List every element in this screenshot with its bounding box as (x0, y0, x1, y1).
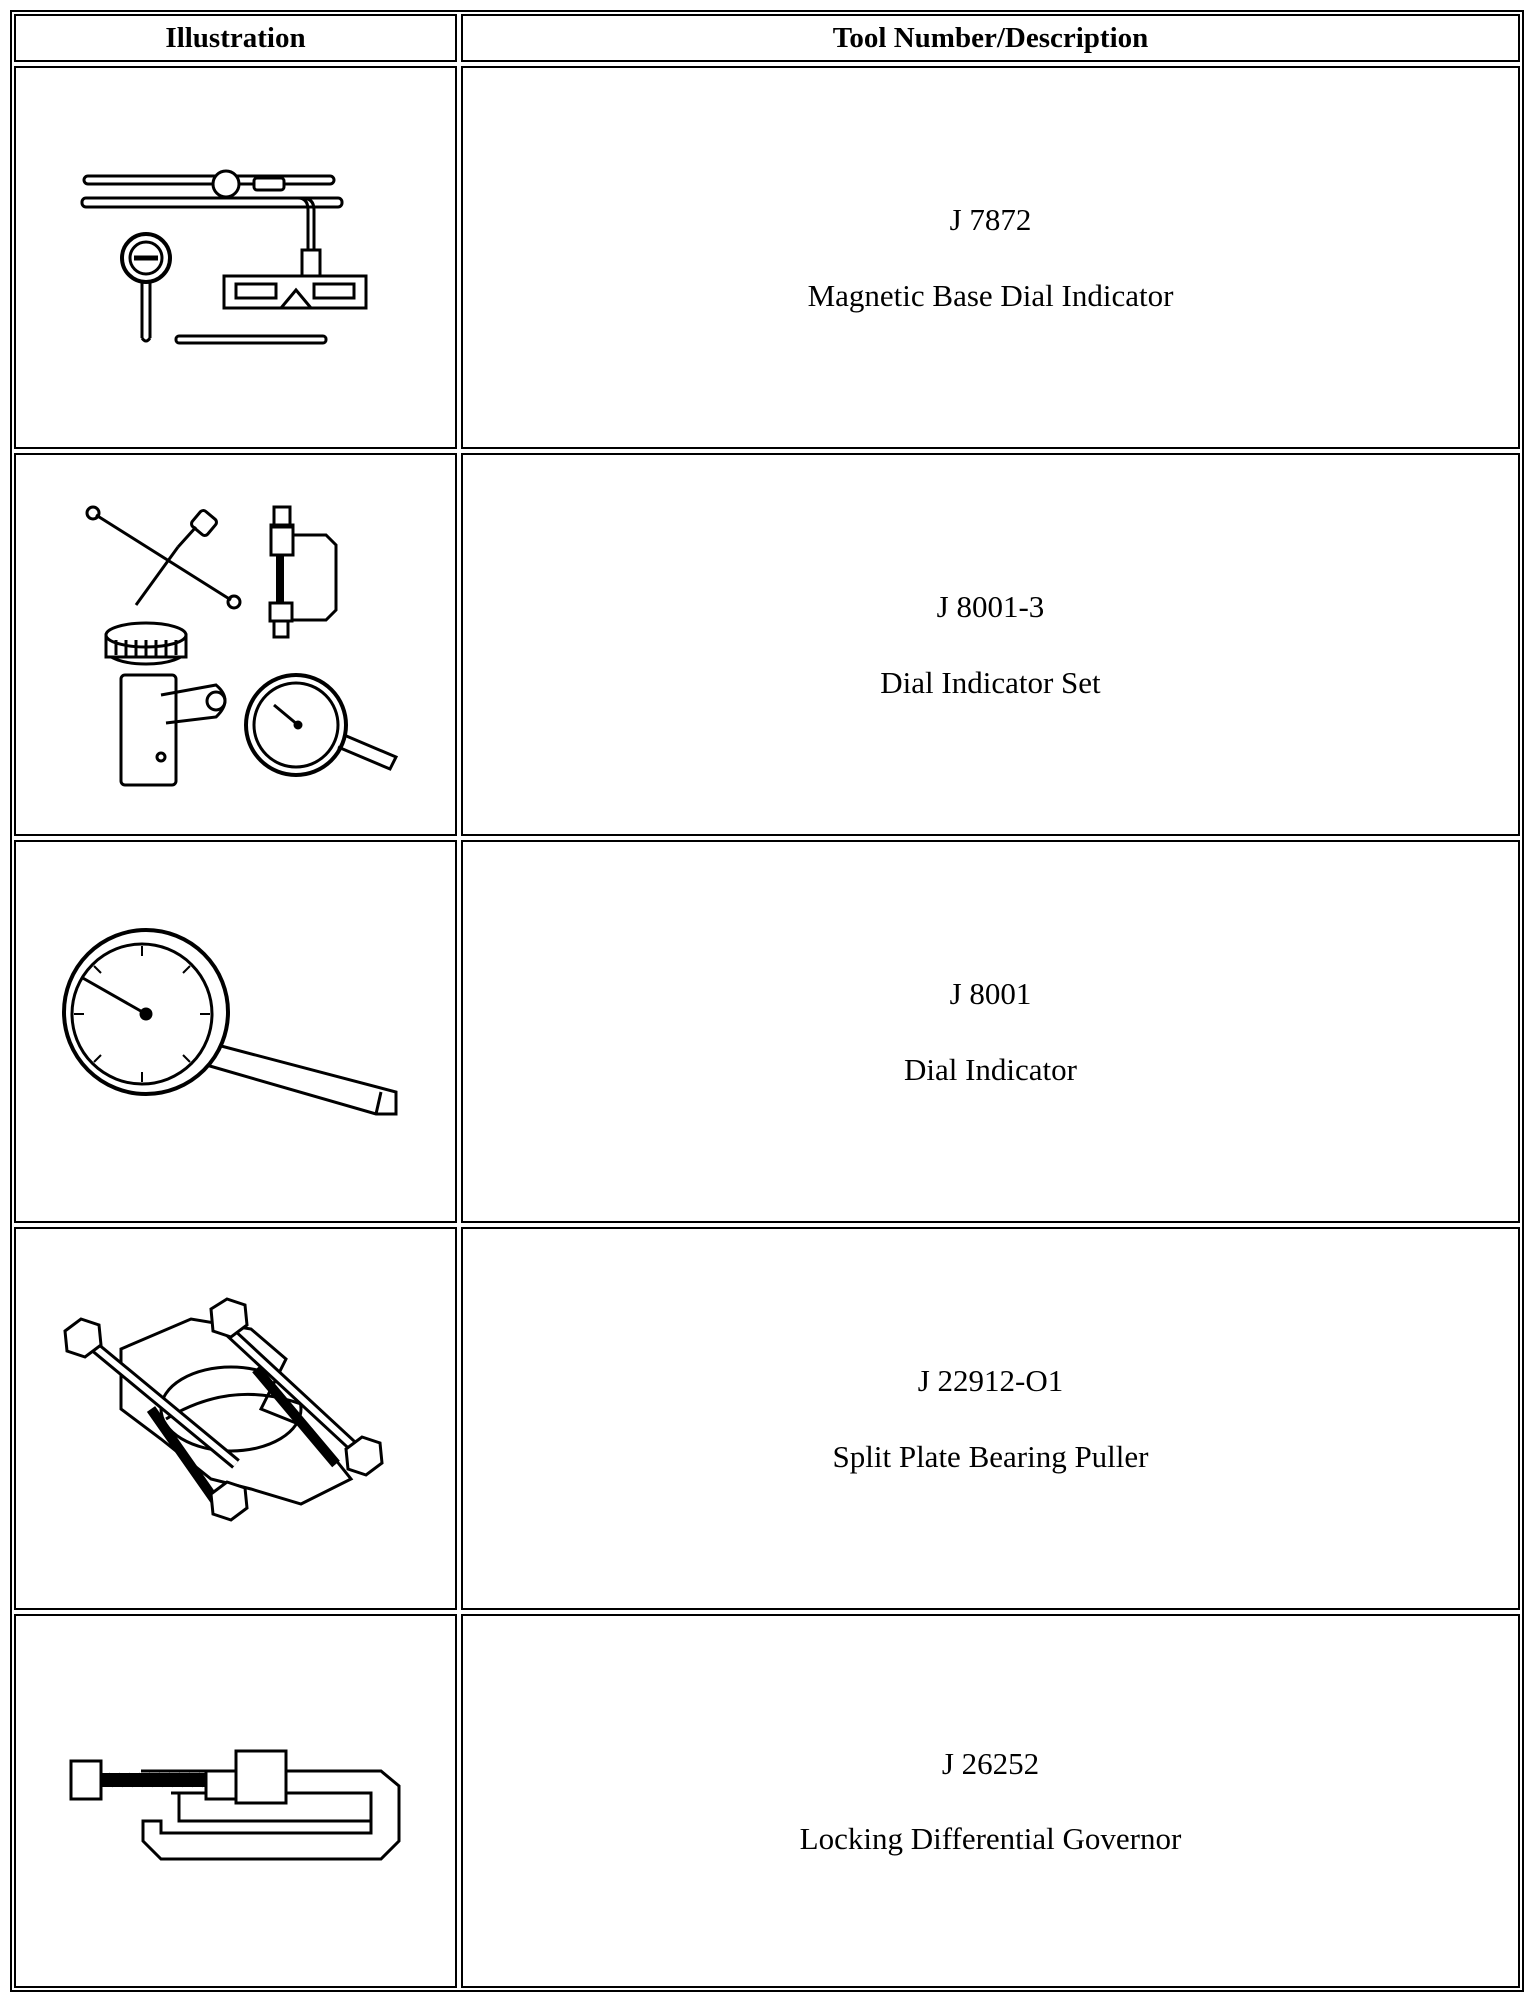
header-tool-description: Tool Number/Description (461, 14, 1520, 62)
tool-description-cell (461, 1614, 1520, 1988)
header-illustration: Illustration (14, 14, 457, 62)
tool-description-cell (461, 66, 1520, 449)
tool-description: Dial Indicator Set (880, 664, 1101, 700)
tool-number: J 8001-3 (936, 589, 1045, 625)
illustration-cell (14, 66, 457, 449)
tool-number: J 26252 (941, 1745, 1040, 1781)
tool-description: Magnetic Base Dial Indicator (807, 277, 1174, 313)
tool-description-cell (461, 1227, 1520, 1610)
tool-number: J 22912-O1 (917, 1363, 1064, 1399)
tool-number: J 8001 (949, 976, 1032, 1012)
magnetic-base-dial-indicator-icon (76, 158, 396, 358)
tool-description-cell (461, 840, 1520, 1223)
split-plate-bearing-puller-icon (51, 1289, 421, 1549)
illustration-cell (14, 1227, 457, 1610)
dial-indicator-icon (56, 922, 416, 1142)
locking-differential-governor-icon (61, 1721, 411, 1881)
dial-indicator-set-icon (66, 495, 406, 795)
tool-description: Locking Differential Governor (799, 1821, 1182, 1856)
illustration-cell (14, 840, 457, 1223)
illustration-cell (14, 1614, 457, 1988)
illustration-cell (14, 453, 457, 836)
tool-description-cell (461, 453, 1520, 836)
tool-number: J 7872 (949, 202, 1032, 238)
tool-description: Dial Indicator (903, 1051, 1077, 1087)
tool-description: Split Plate Bearing Puller (832, 1438, 1149, 1474)
